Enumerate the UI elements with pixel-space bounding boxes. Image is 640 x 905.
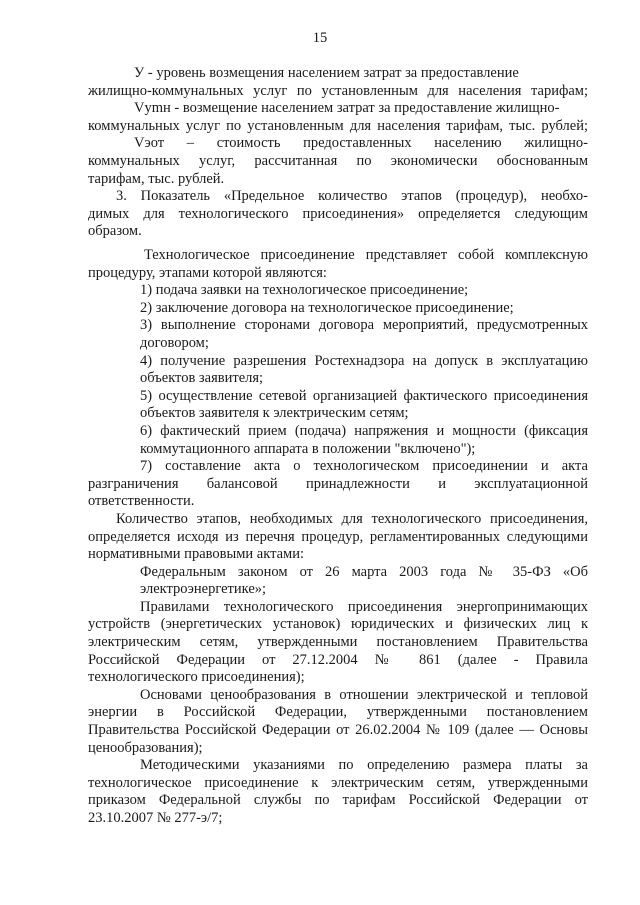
- text-line: жилищно-коммунальных услуг по установленным для населения тарифам;: [88, 82, 588, 99]
- text-line: Правилами технологического присоединения энергопринимающих: [140, 598, 588, 615]
- text-line: технологического присоединения);: [88, 669, 305, 686]
- list-item: 3) выполнение сторонами договора мероприятий, предусмотренных: [140, 317, 588, 334]
- list-item: объектов заявителя к электрическим сетям;: [140, 405, 409, 422]
- text-line: процедуру, этапами которой являются:: [88, 264, 327, 281]
- list-item: 7) составление акта о технологическом присоединении и акта: [140, 458, 588, 475]
- text-line: Правительства Российской Федерации от 26.02.2004 № 109 (далее — Основы: [88, 722, 588, 739]
- connection-procedure-block: [88, 247, 588, 828]
- text-line: тарифам, тыс. рублей.: [88, 170, 225, 187]
- list-item: объектов заявителя;: [140, 370, 264, 387]
- text-line: образом.: [88, 223, 142, 240]
- text-line: 23.10.2007 № 277-э/7;: [88, 810, 223, 826]
- text-line: Количество этапов, необходимых для технологического присоединения,: [116, 510, 588, 527]
- list-item: договором;: [140, 334, 209, 351]
- text-line: Методическими указаниями по определению размера платы за: [140, 757, 588, 774]
- text-line: коммунальных услуг, рассчитанная по экономически обоснованным: [88, 152, 588, 169]
- text-line: разграничения балансовой принадлежности и эксплуатационной: [88, 475, 588, 492]
- list-item: 5) осуществление сетевой организацией фактического присоединения: [140, 387, 588, 404]
- text-line: электроэнергетике»;: [140, 581, 267, 598]
- text-line: Технологическое присоединение представляет собой комплексную: [144, 247, 588, 263]
- text-line: приказом Федеральной службы по тарифам Российской Федерации от: [88, 792, 588, 809]
- text-line: ответственности.: [88, 493, 195, 510]
- list-item: 4) получение разрешения Ростехнадзора на допуск в эксплуатацию: [140, 352, 588, 369]
- text-line: технологическое присоединение к электрическим сетям, утвержденными: [88, 774, 588, 791]
- text-line: димых для технологического присоединения» определяется следующим: [88, 205, 588, 222]
- text-line: Vэот – стоимость предоставленных населению жилищно-: [134, 135, 588, 152]
- text-line: 3. Показатель «Предельное количество этапов (процедур), необхо-: [116, 188, 588, 205]
- text-line: У - уровень возмещения населением затрат за предоставление: [134, 65, 519, 81]
- text-line: ценообразования);: [88, 739, 203, 756]
- text-line: электрическим сетям, утвержденными постановлением Правительства: [88, 634, 588, 651]
- tariff-variables-block: [88, 65, 588, 241]
- text-line: Vуmн - возмещение населением затрат за предоставление жилищно-: [134, 100, 560, 117]
- text-line: определяется исходя из перечня процедур, регламентированных следующими: [88, 528, 588, 545]
- text-line: нормативными правовыми актами:: [88, 546, 304, 563]
- page-number: 15: [312, 30, 328, 46]
- text-line: коммунальных услуг по установленным для населения тарифам, тыс. рублей;: [88, 117, 588, 134]
- list-item: 1) подача заявки на технологическое присоединение;: [140, 282, 469, 299]
- text-line: энергии в Российской Федерации, утвержденными постановлением: [88, 704, 588, 721]
- text-line: Федеральным законом от 26 марта 2003 года № 35-ФЗ «Об: [140, 563, 588, 580]
- text-line: устройств (энергетических установок) юридических и физических лиц к: [88, 616, 588, 633]
- text-line: Российской Федерации от 27.12.2004 № 861 (далее - Правила: [88, 651, 588, 668]
- list-item: 6) фактический прием (подача) напряжения и мощности (фиксация: [140, 422, 588, 439]
- text-line: Основами ценообразования в отношении электрической и тепловой: [140, 686, 588, 703]
- list-item: коммутационного аппарата в положении "включено");: [140, 440, 476, 457]
- list-item: 2) заключение договора на технологическое присоединение;: [140, 299, 514, 316]
